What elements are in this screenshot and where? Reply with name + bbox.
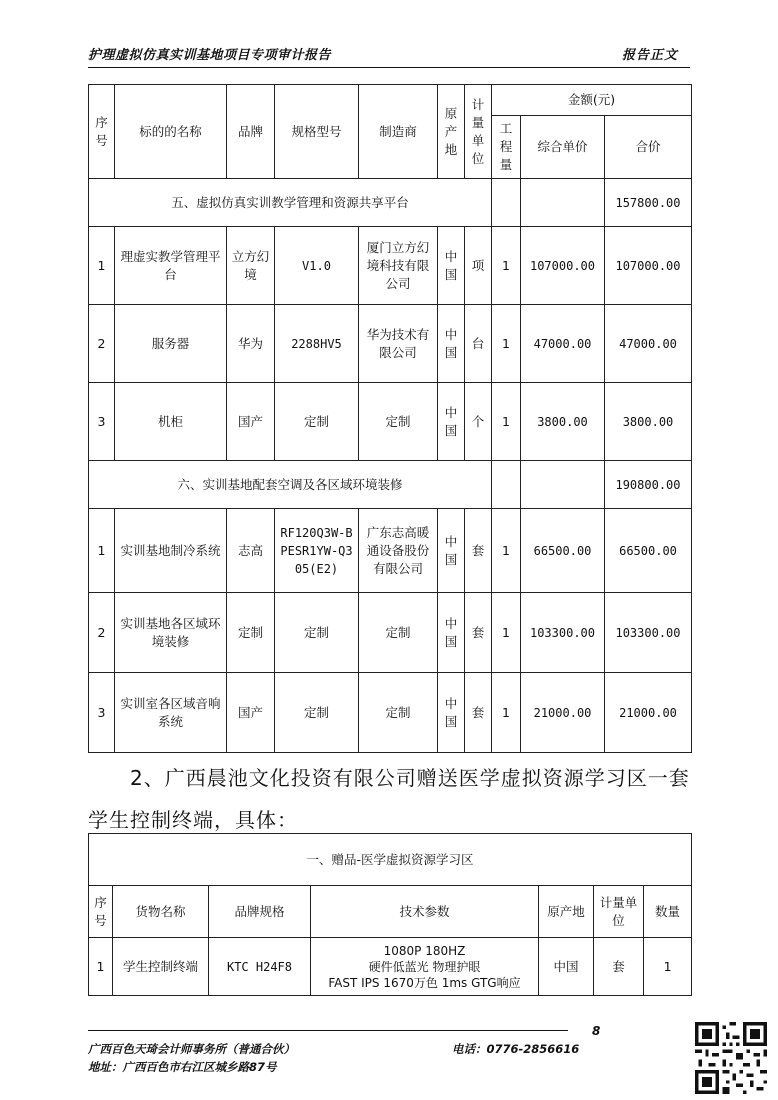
row-origin: 中国 <box>438 593 465 673</box>
row-name: 实训基地各区域环境装修 <box>115 593 227 673</box>
row-price: 103300.00 <box>521 593 605 673</box>
col-header-qty: 数量 <box>644 886 692 938</box>
report-header-title: 护理虚拟仿真实训基地项目专项审计报告 <box>88 48 332 63</box>
row-qty: 1 <box>644 938 692 996</box>
col-header-origin: 原产地 <box>539 886 594 938</box>
row-brand: KTC H24F8 <box>209 938 311 996</box>
row-brand: 定制 <box>227 593 275 673</box>
col-header-no: 序号 <box>89 886 113 938</box>
row-unit: 套 <box>465 673 492 753</box>
row-price: 21000.00 <box>521 673 605 753</box>
section-total: 190800.00 <box>605 461 692 509</box>
col-header-qty: 工程量 <box>492 116 521 179</box>
row-maker: 定制 <box>359 593 438 673</box>
table-row <box>89 383 692 461</box>
row-no: 1 <box>89 509 115 593</box>
header-divider <box>88 67 690 68</box>
row-no: 3 <box>89 383 115 461</box>
row-unit: 台 <box>465 305 492 383</box>
row-model: 2288HV5 <box>275 305 359 383</box>
row-maker: 厦门立方幻境科技有限公司 <box>359 227 438 305</box>
row-no: 2 <box>89 305 115 383</box>
row-no: 1 <box>89 938 113 996</box>
row-unit: 项 <box>465 227 492 305</box>
row-qty: 1 <box>492 509 521 593</box>
row-maker: 定制 <box>359 673 438 753</box>
row-brand: 立方幻境 <box>227 227 275 305</box>
row-price: 3800.00 <box>521 383 605 461</box>
table-row <box>89 593 692 673</box>
row-unit: 套 <box>465 593 492 673</box>
row-total: 3800.00 <box>605 383 692 461</box>
col-header-no: 序号 <box>89 85 115 179</box>
col-header-brand: 品牌规格 <box>209 886 311 938</box>
gift-paragraph-line1: 2、广西晨池文化投资有限公司赠送医学虚拟资源学习区一套 <box>130 766 690 790</box>
col-header-params: 技术参数 <box>311 886 539 938</box>
gift-items-table <box>88 833 692 996</box>
col-header-price: 综合单价 <box>521 116 605 179</box>
table-row <box>89 227 692 305</box>
footer-divider <box>88 1030 568 1031</box>
row-model: RF120Q3W-BPESR1YW-Q305(E2) <box>275 509 359 593</box>
row-maker: 定制 <box>359 383 438 461</box>
col-header-name: 货物名称 <box>113 886 209 938</box>
row-params <box>311 938 539 996</box>
gift-paragraph-line2: 学生控制终端，具体： <box>88 808 298 832</box>
param-line: 硬件低蓝光 物理护眼 <box>368 959 481 974</box>
row-unit: 个 <box>465 383 492 461</box>
col-header-name: 标的的名称 <box>115 85 227 179</box>
row-brand: 国产 <box>227 383 275 461</box>
row-origin: 中国 <box>438 673 465 753</box>
row-price: 66500.00 <box>521 509 605 593</box>
row-maker: 华为技术有限公司 <box>359 305 438 383</box>
section-title: 六、实训基地配套空调及各区域环境装修 <box>89 461 492 509</box>
col-header-maker: 制造商 <box>359 85 438 179</box>
row-no: 3 <box>89 673 115 753</box>
col-header-total: 合价 <box>605 116 692 179</box>
row-model: 定制 <box>275 673 359 753</box>
section-title: 五、虚拟仿真实训教学管理和资源共享平台 <box>89 179 492 227</box>
row-qty: 1 <box>492 593 521 673</box>
param-line: 1080P 180HZ <box>383 943 466 958</box>
section-total: 157800.00 <box>605 179 692 227</box>
row-origin: 中国 <box>438 305 465 383</box>
table-row <box>89 673 692 753</box>
report-header-section: 报告正文 <box>621 48 678 63</box>
row-price: 107000.00 <box>521 227 605 305</box>
row-no: 2 <box>89 593 115 673</box>
row-qty: 1 <box>492 305 521 383</box>
table-row <box>89 305 692 383</box>
row-origin: 中国 <box>438 509 465 593</box>
row-total: 103300.00 <box>605 593 692 673</box>
row-model: 定制 <box>275 593 359 673</box>
row-qty: 1 <box>492 673 521 753</box>
param-line: FAST IPS 1670万色 1ms GTG响应 <box>328 975 521 990</box>
col-header-unit: 计量单位 <box>465 85 492 179</box>
col-header-amount: 金额(元) <box>492 85 692 116</box>
row-origin: 中国 <box>438 383 465 461</box>
row-total: 21000.00 <box>605 673 692 753</box>
row-price: 47000.00 <box>521 305 605 383</box>
row-qty: 1 <box>492 383 521 461</box>
row-model: 定制 <box>275 383 359 461</box>
section-row <box>89 179 692 227</box>
row-brand: 国产 <box>227 673 275 753</box>
row-origin: 中国 <box>438 227 465 305</box>
table-row <box>89 938 692 996</box>
col-header-brand: 品牌 <box>227 85 275 179</box>
audit-items-table <box>88 84 692 753</box>
row-brand: 志高 <box>227 509 275 593</box>
row-name: 服务器 <box>115 305 227 383</box>
row-total: 66500.00 <box>605 509 692 593</box>
row-name: 学生控制终端 <box>113 938 209 996</box>
row-origin: 中国 <box>539 938 594 996</box>
section-row <box>89 461 692 509</box>
row-qty: 1 <box>492 227 521 305</box>
row-name: 机柜 <box>115 383 227 461</box>
row-name: 实训室各区域音响系统 <box>115 673 227 753</box>
qr-code-icon <box>695 1022 767 1094</box>
row-name: 理虚实教学管理平台 <box>115 227 227 305</box>
row-no: 1 <box>89 227 115 305</box>
row-name: 实训基地制冷系统 <box>115 509 227 593</box>
footer-firm: 广西百色天琦会计师事务所（普通合伙） <box>88 1042 295 1056</box>
page-number: 8 <box>592 1024 601 1038</box>
table-row <box>89 509 692 593</box>
col-header-origin: 原产地 <box>438 85 465 179</box>
row-brand: 华为 <box>227 305 275 383</box>
row-unit: 套 <box>594 938 644 996</box>
row-maker: 广东志高暖通设备股份有限公司 <box>359 509 438 593</box>
footer-address: 地址：广西百色市右江区城乡路87号 <box>88 1060 277 1074</box>
row-total: 107000.00 <box>605 227 692 305</box>
footer-phone: 电话：0776-2856616 <box>452 1042 580 1056</box>
col-header-unit: 计量单位 <box>594 886 644 938</box>
col-header-model: 规格型号 <box>275 85 359 179</box>
row-total: 47000.00 <box>605 305 692 383</box>
gift-table-title: 一、赠品-医学虚拟资源学习区 <box>89 834 692 886</box>
row-model: V1.0 <box>275 227 359 305</box>
row-unit: 套 <box>465 509 492 593</box>
